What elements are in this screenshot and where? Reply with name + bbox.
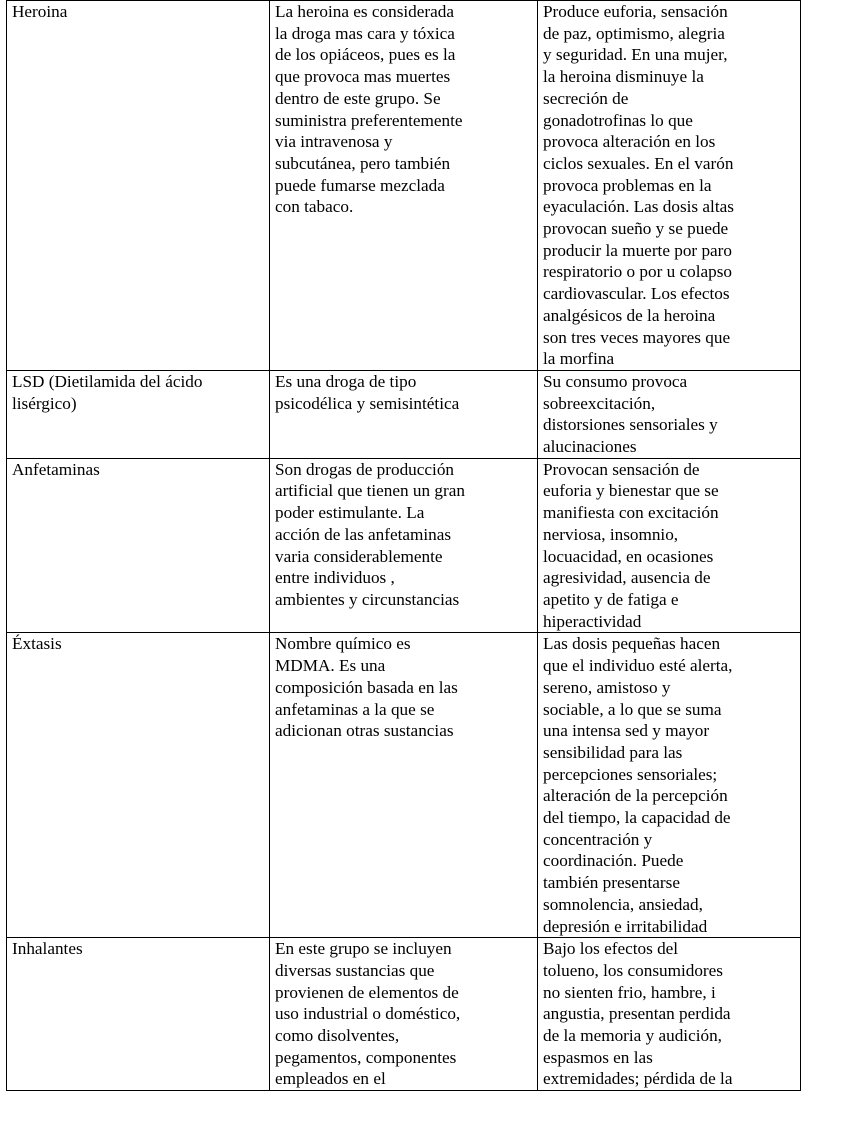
drug-name-cell: LSD (Dietilamida del ácido lisérgico) bbox=[7, 370, 270, 458]
effects-cell: Su consumo provoca sobreexcitación, distorsiones sensoriales y alucinaciones bbox=[538, 370, 801, 458]
effects-cell: Bajo los efectos del tolueno, los consumidores no sienten frio, hambre, i angustia, presentan perdida de la memoria y audición, espasmos en las extremidades; pérdida de la bbox=[538, 938, 801, 1091]
drug-name-cell: Anfetaminas bbox=[7, 458, 270, 633]
table-row bbox=[7, 633, 801, 938]
drug-name-cell: Inhalantes bbox=[7, 938, 270, 1091]
table-row bbox=[7, 370, 801, 458]
table-row bbox=[7, 1, 801, 371]
description-cell: Son drogas de producción artificial que tienen un gran poder estimulante. La acción de las anfetaminas varia considerablemente entre individuos , ambientes y circunstancias bbox=[270, 458, 538, 633]
drug-name-cell: Heroina bbox=[7, 1, 270, 371]
table-row bbox=[7, 938, 801, 1091]
drug-table bbox=[6, 0, 801, 1091]
effects-cell: Provocan sensación de euforia y bienestar que se manifiesta con excitación nerviosa, insomnio, locuacidad, en ocasiones agresividad, ausencia de apetito y de fatiga e hiperactividad bbox=[538, 458, 801, 633]
description-cell: En este grupo se incluyen diversas sustancias que provienen de elementos de uso industrial o doméstico, como disolventes, pegamentos, componentes empleados en el bbox=[270, 938, 538, 1091]
table-row bbox=[7, 458, 801, 633]
description-cell: Es una droga de tipo psicodélica y semisintética bbox=[270, 370, 538, 458]
drug-name-cell: Éxtasis bbox=[7, 633, 270, 938]
effects-cell: Produce euforia, sensación de paz, optimismo, alegria y seguridad. En una mujer, la heroina disminuye la secreción de gonadotrofinas lo que provoca alteración en los ciclos sexuales. En el varón provoca problemas en la eyaculación. Las dosis altas provocan sueño y se puede producir la muerte por paro respiratorio o por u colapso cardiovascular. Los efectos analgésicos de la heroina son tres veces mayores que la morfina bbox=[538, 1, 801, 371]
effects-cell: Las dosis pequeñas hacen que el individuo esté alerta, sereno, amistoso y sociable, a lo que se suma una intensa sed y mayor sensibilidad para las percepciones sensoriales; alteración de la percepción del tiempo, la capacidad de concentración y coordinación. Puede también presentarse somnolencia, ansiedad, depresión e irritabilidad bbox=[538, 633, 801, 938]
description-cell: Nombre químico es MDMA. Es una composición basada en las anfetaminas a la que se adicionan otras sustancias bbox=[270, 633, 538, 938]
description-cell: La heroina es considerada la droga mas cara y tóxica de los opiáceos, pues es la que provoca mas muertes dentro de este grupo. Se suministra preferentemente via intravenosa y subcutánea, pero también puede fumarse mezclada con tabaco. bbox=[270, 1, 538, 371]
